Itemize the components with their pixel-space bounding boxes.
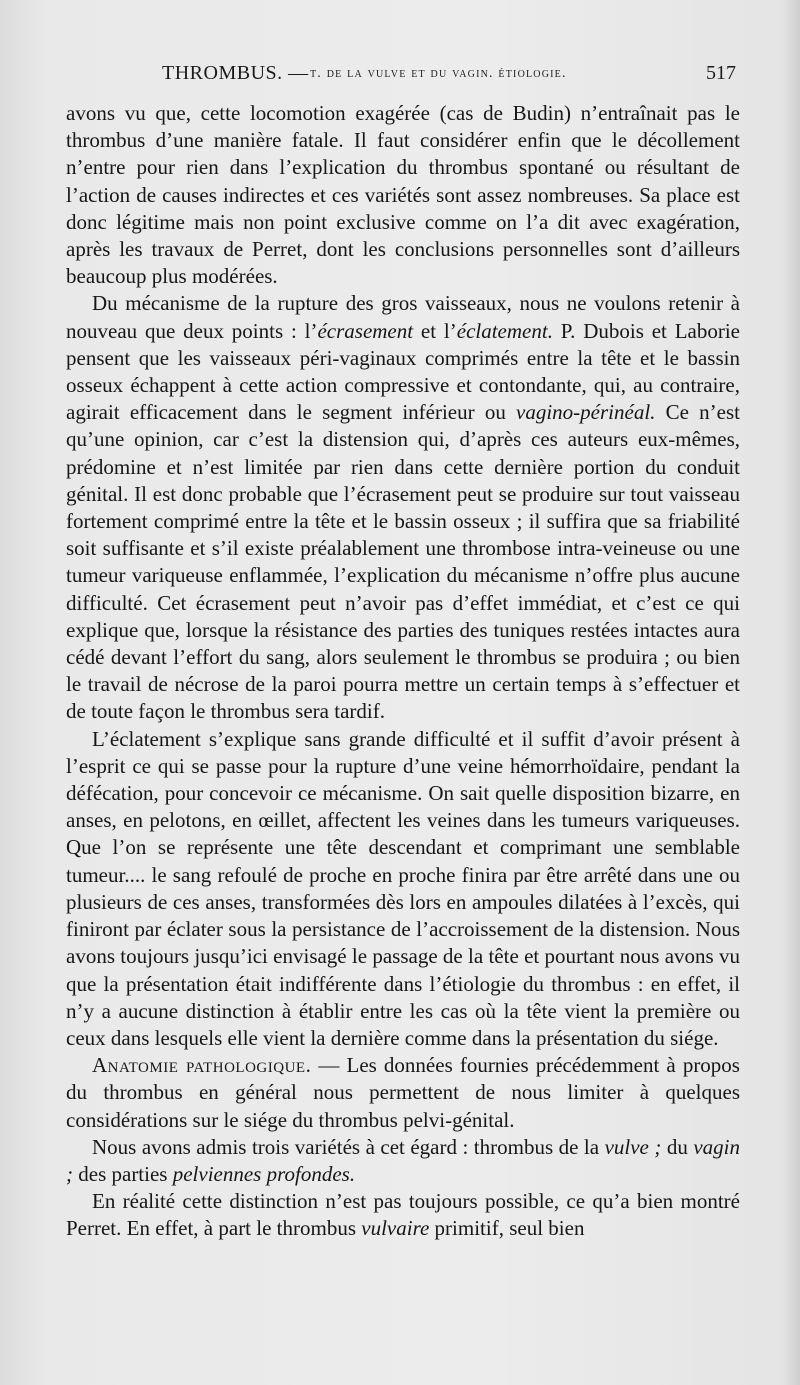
paragraph-6-text-a: En réalité cette distinction n’est pas toujours possible, ce qu’a bien montré Perret. En effet, à part le thrombus (66, 1189, 740, 1241)
paragraph-2-text-c: et l’ (413, 318, 457, 343)
paragraph-2 (66, 290, 740, 725)
term-vagin: vagin ; (66, 1134, 740, 1186)
paragraph-4 (66, 1052, 740, 1134)
paragraph-2-text-a: Du mécanisme de la rupture des gros vaisseaux, nous ne voulons retenir à nouveau que deux points : l’ (66, 291, 740, 343)
paragraph-5-text-c: du (661, 1134, 694, 1159)
section-heading-anatomie: Anatomie pathologique. (92, 1053, 312, 1078)
term-ecrasement: écrasement (317, 318, 414, 343)
paragraph-5-text-a: Nous avons admis trois variétés à cet égard : thrombus de la (92, 1134, 605, 1159)
paragraph-2-text-g: Ce n’est qu’une opinion, car c’est la distension qui, d’après ces auteurs eux-mêmes, prédomine et n’est limitée par rien dans cette dernière portion du conduit génital. Il est donc probable que l’écrasement peut se produire sur tout vaisseau fortement comprimé entre la tête et le bassin osseux ; il suffira que sa friabilité soit suffisante et s’il existe préalablement une thrombose intra-veineuse ou une tumeur variqueuse enflammée, l’explication du mécanisme n’offre plus aucune difficulté. Cet écrasement peut n’avoir pas d’effet immédiat, et c’est ce qui explique que, lorsque la résistance des parties des tuniques restées intactes aura cédé devant l’effort du sang, alors seulement le thrombus se produira ; ou bien le travail de nécrose de la paroi pourra mettre un certain temps à s’effectuer et de toute façon le thrombus sera tardif. (66, 400, 740, 724)
paragraph-4-text: — Les données fournies précédemment à propos du thrombus en général nous permettent de nous limiter à quelques considérations sur le siége du thrombus pelvi-génital. (66, 1053, 740, 1132)
running-head-title: THROMBUS. — (162, 62, 309, 84)
paragraph-5-text-e: des parties (73, 1161, 173, 1186)
running-head-subtitle: t. de la vulve et du vagin. étiologie. (310, 66, 567, 81)
term-vulvaire: vulvaire (361, 1216, 430, 1241)
paragraph-5 (66, 1134, 740, 1188)
paragraph-6 (66, 1188, 740, 1242)
paragraph-6-text-c: primitif, seul bien (429, 1216, 585, 1241)
body-text (66, 100, 740, 1243)
page-gutter-shadow (782, 0, 800, 1385)
term-eclatement: éclatement. (456, 318, 553, 343)
paragraph-3: L’éclatement s’explique sans grande difficulté et il suffit d’avoir présent à l’esprit ce qui se passe pour la rupture d’une veine hémorrhoïdaire, pendant la défécation, pour concevoir ce mécanisme. On sait quelle disposition bizarre, en anses, en pelotons, en œillet, affectent les veines dans les tumeurs variqueuses. Que l’on se représente une tête descendant et comprimant une semblable tumeur.... le sang refoulé de proche en proche finira par être arrêté dans une ou plusieurs de ces anses, transformées dès lors en ampoules dilatées à l’excès, qui finiront par éclater sous la persistance de l’accroissement de la distension. Nous avons toujours jusqu’ici envisagé le passage de la tête et pourtant nous avons vu que la présentation était indifférente dans l’étiologie du thrombus : en effet, il n’y a aucune distinction à établir entre les cas où la tête vient la première ou ceux dans lesquels elle vient la dernière comme dans la présentation du siége. (66, 726, 740, 1050)
paragraph-2-text-e: P. Dubois et Laborie pensent que les vaisseaux péri-vaginaux comprimés entre la tête et le bassin osseux échappent à cette action compressive et contondante, qui, au contraire, agirait efficacement dans le segment inférieur ou (66, 318, 741, 425)
term-vulve: vulve ; (604, 1134, 662, 1159)
running-head (66, 60, 742, 90)
term-pelviennes-profondes: pelviennes profondes. (172, 1161, 356, 1186)
paragraph-1: avons vu que, cette locomotion exagérée (cas de Budin) n’entraînait pas le thrombus d’une manière fatale. Il faut considérer enfin que le décollement n’entre pour rien dans l’explication du thrombus spontané ou résultant de l’action de causes indirectes et ces variétés sont assez nombreuses. Sa place est donc légitime mais non point exclusive comme on l’a dit avec exagération, après les travaux de Perret, dont les conclusions personnelles sont d’ailleurs beaucoup plus modérées. (66, 101, 740, 289)
page-number: 517 (706, 62, 736, 84)
term-vagino-perineal: vagino-périnéal. (516, 400, 656, 425)
